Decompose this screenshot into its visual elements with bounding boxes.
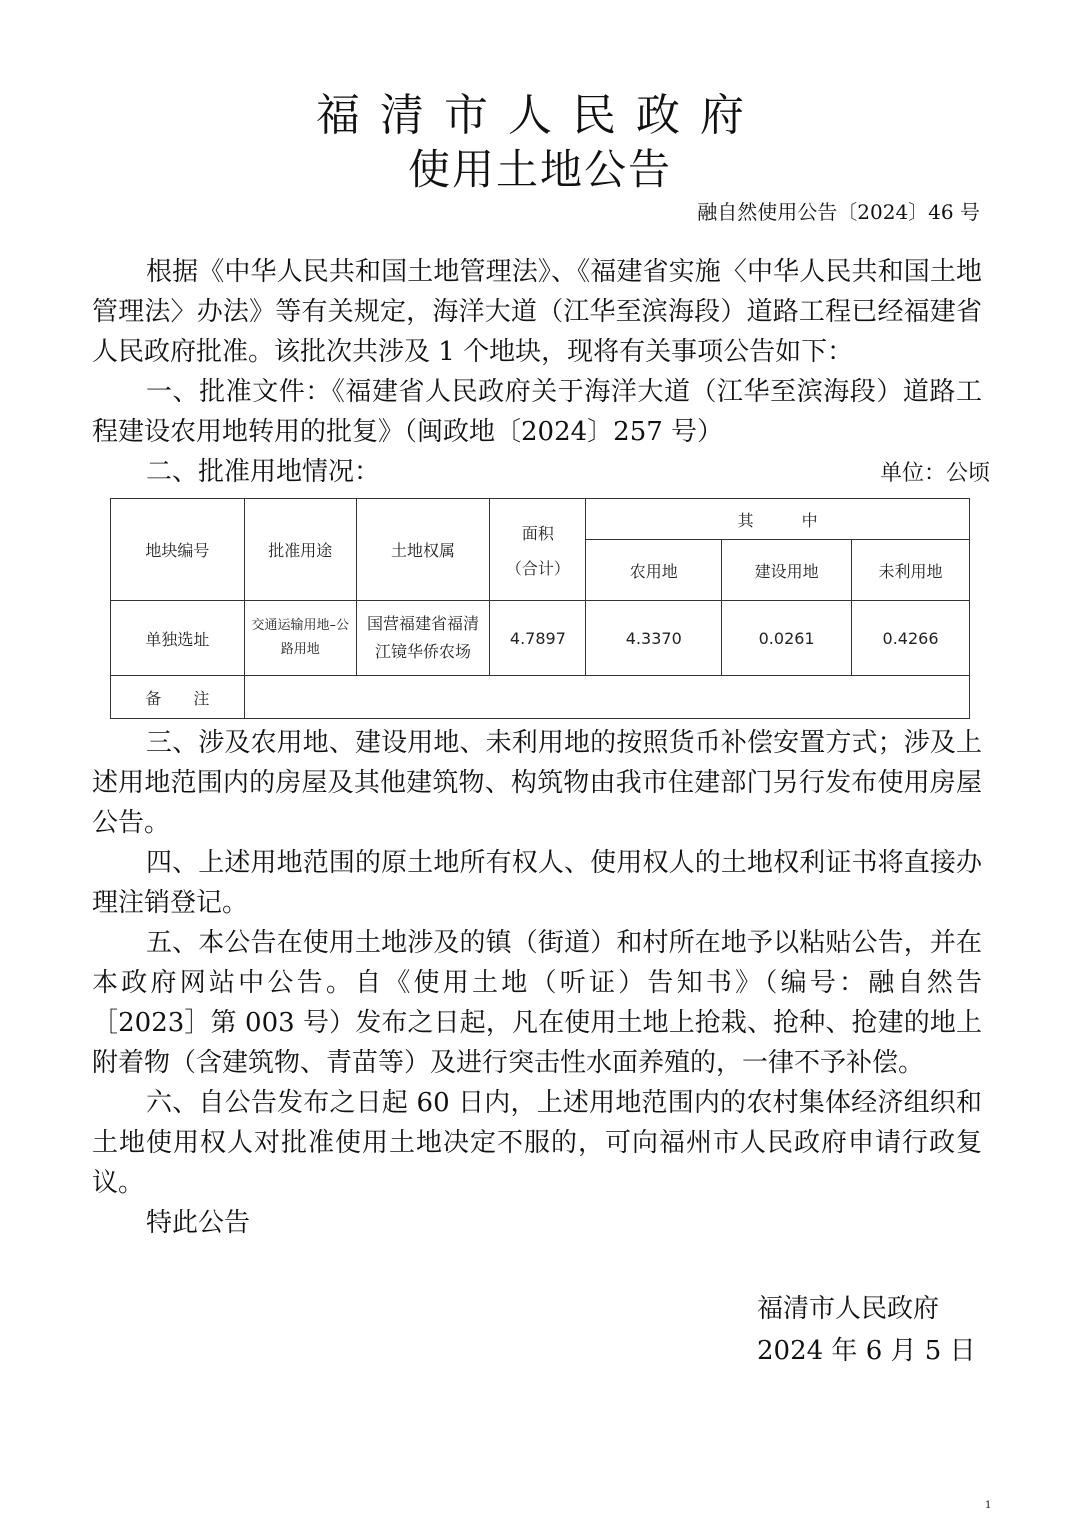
item1-paragraph: 一、批准文件：《福建省人民政府关于海洋大道（江华至滨海段）道路工程建设农用地转用的批复》（闽政地〔2024〕257 号） (92, 377, 982, 447)
closing-text: 特此公告 (146, 1208, 251, 1238)
table-row (111, 601, 970, 676)
cell-ownership: 国营福建省福清江镜华侨农场 (356, 601, 490, 676)
cell-construction: 0.0261 (722, 601, 852, 676)
item6-paragraph: 六、自公告发布之日起 60 日内，上述用地范围内的农村集体经济组织和土地使用权人对批准使用土地决定不服的，可向福州市人民政府申请行政复议。 (92, 1088, 982, 1198)
header-plot-id: 地块编号 (111, 499, 245, 601)
remarks-label: 备 注 (111, 676, 245, 719)
cell-agri: 4.3370 (586, 601, 722, 676)
issuer-name: 福清市人民政府 (757, 1294, 940, 1324)
document-subtitle: 使用土地公告 (407, 145, 672, 194)
item3-paragraph: 三、涉及农用地、建设用地、未利用地的按照货币补偿安置方式；涉及上述用地范围内的房屋及其他建筑物、构筑物由我市住建部门另行发布使用房屋公告。 (92, 728, 982, 838)
signature-block (757, 1288, 976, 1372)
cell-area: 4.7897 (490, 601, 586, 676)
header-area (490, 499, 586, 601)
header-area-line1: 面积 (521, 523, 554, 543)
unit-label: 单位：公顷 (879, 461, 990, 486)
remarks-value (244, 676, 969, 719)
header-agri: 农用地 (586, 540, 722, 601)
document-title: 福清市人民政府 (316, 90, 764, 141)
item4-paragraph: 四、上述用地范围的原土地所有权人、使用权人的土地权利证书将直接办理注销登记。 (92, 848, 982, 918)
header-ownership: 土地权属 (356, 499, 490, 601)
document-number: 融自然使用公告〔2024〕46 号 (697, 200, 980, 224)
item2-title: 二、批准用地情况： (146, 457, 381, 487)
header-unused: 未利用地 (852, 540, 970, 601)
header-of-which: 其 中 (586, 499, 970, 540)
item2-heading (92, 452, 990, 494)
issue-date: 2024 年 6 月 5 日 (757, 1336, 976, 1366)
cell-unused: 0.4266 (852, 601, 970, 676)
item5-paragraph: 五、本公告在使用土地涉及的镇（街道）和村所在地予以粘贴公告，并在本政府网站中公告。自《使用土地（听证）告知书》（编号：融自然告［2023］第 003 号）发布之日起，凡在使用土地上抢栽、抢种、抢建的地上附着物（含建筑物、青苗等）及进行突击性水面养殖的，一律不予补偿。 (92, 928, 982, 1078)
page-number: 1 (985, 1500, 992, 1511)
header-area-line2: （合计） (505, 558, 570, 578)
header-usage: 批准用途 (244, 499, 356, 601)
land-table (110, 498, 970, 719)
header-construction: 建设用地 (722, 540, 852, 601)
cell-plot-id: 单独选址 (111, 601, 245, 676)
document-body (92, 252, 990, 1243)
intro-paragraph: 根据《中华人民共和国土地管理法》、《福建省实施〈中华人民共和国土地管理法〉办法》等有关规定，海洋大道（江华至滨海段）道路工程已经福建省人民政府批准。该批次共涉及 1 个地块，现将有关事项公告如下： (92, 257, 982, 367)
cell-usage: 交通运输用地–公路用地 (244, 601, 356, 676)
